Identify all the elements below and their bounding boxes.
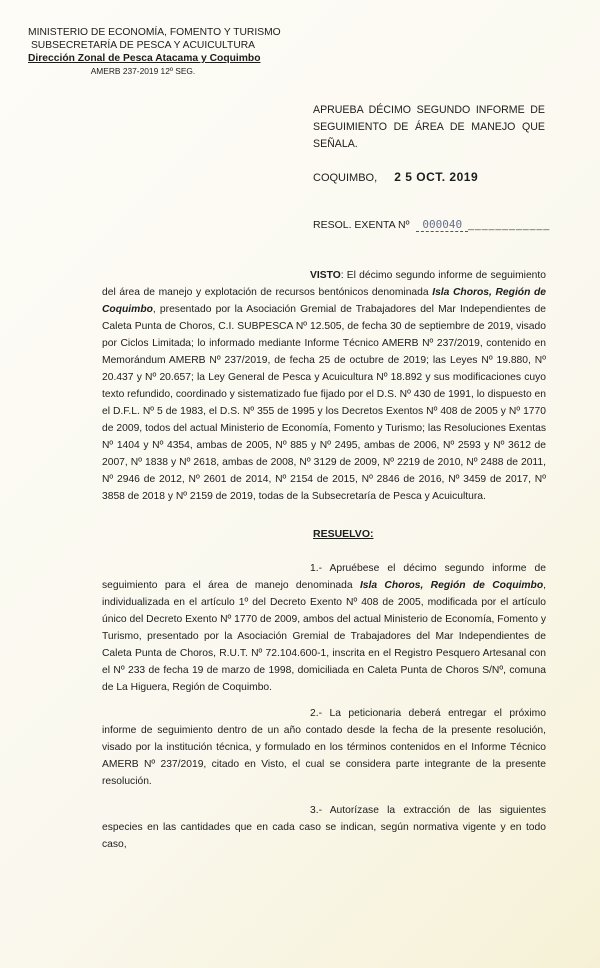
resuelvo-heading: RESUELVO: bbox=[313, 528, 374, 540]
article-1-intro: Apruébese el décimo segundo informe de seguimiento para el área de manejo denominada bbox=[102, 563, 546, 591]
article-1-number: 1.- bbox=[310, 563, 323, 574]
date-city: COQUIMBO, bbox=[313, 172, 378, 184]
article-1-area-name: Isla Choros, Región de Coquimbo bbox=[359, 580, 544, 591]
article-3-body: Autorízase la extracción de las siguientes especies en las cantidades que en cada caso se indican, según normativa vigente y en todo caso, bbox=[102, 805, 546, 850]
article-3-number: 3.- bbox=[310, 805, 323, 816]
article-2-number: 2.- bbox=[310, 708, 323, 719]
resolution-blank: ____________ bbox=[468, 219, 551, 231]
visto-body: , presentado por la Asociación Gremial de Trabajadores del Mar Independientes de Caleta Punta de Choros, C.I. SUBPESCA Nº 12.505, de fecha 30 de septiembre de 2019, visado por Ciclos Limitada; lo informado mediante Informe Técnico AMERB Nº 237/2019, contenido en Memorándum AMERB Nº 237/2019, de fecha 25 de octubre de 2019; las Leyes Nº 19.880, Nº 20.437 y Nº 20.657; la Ley General de Pesca y Acuicultura Nº 18.892 y sus modificaciones cuyo texto refundido, coordinado y sistematizado fue fijado por el D.S. Nº 430 de 1991, lo dispuesto en el D.F.L. Nº 5 de 1983, el D.S. Nº 355 de 1995 y los Decretos Exentos Nº 408 de 2005 y Nº 1770 de 2009, todos del actual Ministerio de Economía, Fomento y Turismo; las Resoluciones Exentas Nº 1404 y Nº 4354, ambas de 2005, Nº 885 y Nº 2495, ambas de 2006, Nº 2593 y Nº 3612 de 2007, Nº 1838 y Nº 2618, ambas de 2008, Nº 3129 de 2009, Nº 2219 de 2010, Nº 2488 de 2011, Nº 2946 de 2012, Nº 2601 de 2014, Nº 2154 de 2015, Nº 2846 de 2016, Nº 3459 de 2017, Nº 3858 de 2018 y Nº 2159 de 2019, todas de la Subsecretaría de Pesca y Acuicultura. bbox=[102, 304, 546, 502]
article-2-body: La peticionaria deberá entregar el próximo informe de seguimiento dentro de un año contado desde la fecha de la presente resolución, visado por la institución técnica, y formulado en los términos contenidos en el Informe Técnico AMERB Nº 237/2019, citado en Visto, el cual se considera parte integrante de la presente resolución. bbox=[102, 708, 546, 787]
visto-intro: : El décimo segundo informe de seguimiento del área de manejo y explotación de recursos bentónicos denominada bbox=[102, 270, 546, 298]
date-stamp: 2 5 OCT. 2019 bbox=[394, 170, 479, 184]
resolution-label: RESOL. EXENTA Nº bbox=[313, 219, 410, 231]
visto-paragraph bbox=[102, 267, 546, 505]
article-1-body: , individualizada en el artículo 1º del Decreto Exento Nº 408 de 2005, modificada por el artículo único del Decreto Exento Nº 1770 de 2009, ambos del actual Ministerio de Economía, Fomento y Turismo, presentado por la Asociación Gremial de Trabajadores del Mar Independientes de Caleta Punta de Choros, R.U.T. Nº 72.104.600-1, inscrita en el Registro Pesquero Artesanal con el Nº 233 de fecha 19 de marzo de 1998, domiciliada en Caleta Punta de Choros S/Nº, comuna de La Higuera, Región de Coquimbo. bbox=[102, 580, 546, 693]
resolution-line bbox=[313, 218, 550, 231]
subsecretary-name: SUBSECRETARÍA DE PESCA Y ACUICULTURA bbox=[30, 40, 256, 51]
visto-area-name: Isla Choros, Región de Coquimbo bbox=[102, 287, 546, 315]
ministry-header bbox=[28, 26, 281, 78]
ministry-name: MINISTERIO DE ECONOMÍA, FOMENTO Y TURISMO bbox=[28, 27, 281, 38]
article-1 bbox=[102, 560, 546, 696]
zonal-directorate: Dirección Zonal de Pesca Atacama y Coquimbo bbox=[28, 53, 261, 64]
article-2 bbox=[102, 705, 546, 790]
resolution-number-stamp: 000040 bbox=[416, 218, 468, 232]
date-line bbox=[313, 170, 478, 184]
article-3 bbox=[102, 802, 546, 853]
document-title: APRUEBA DÉCIMO SEGUNDO INFORME DE SEGUIMIENTO DE ÁREA DE MANEJO QUE SEÑALA. bbox=[313, 104, 545, 150]
amerb-reference: AMERB 237-2019 12º SEG. bbox=[90, 66, 196, 76]
visto-heading: VISTO bbox=[310, 270, 341, 281]
